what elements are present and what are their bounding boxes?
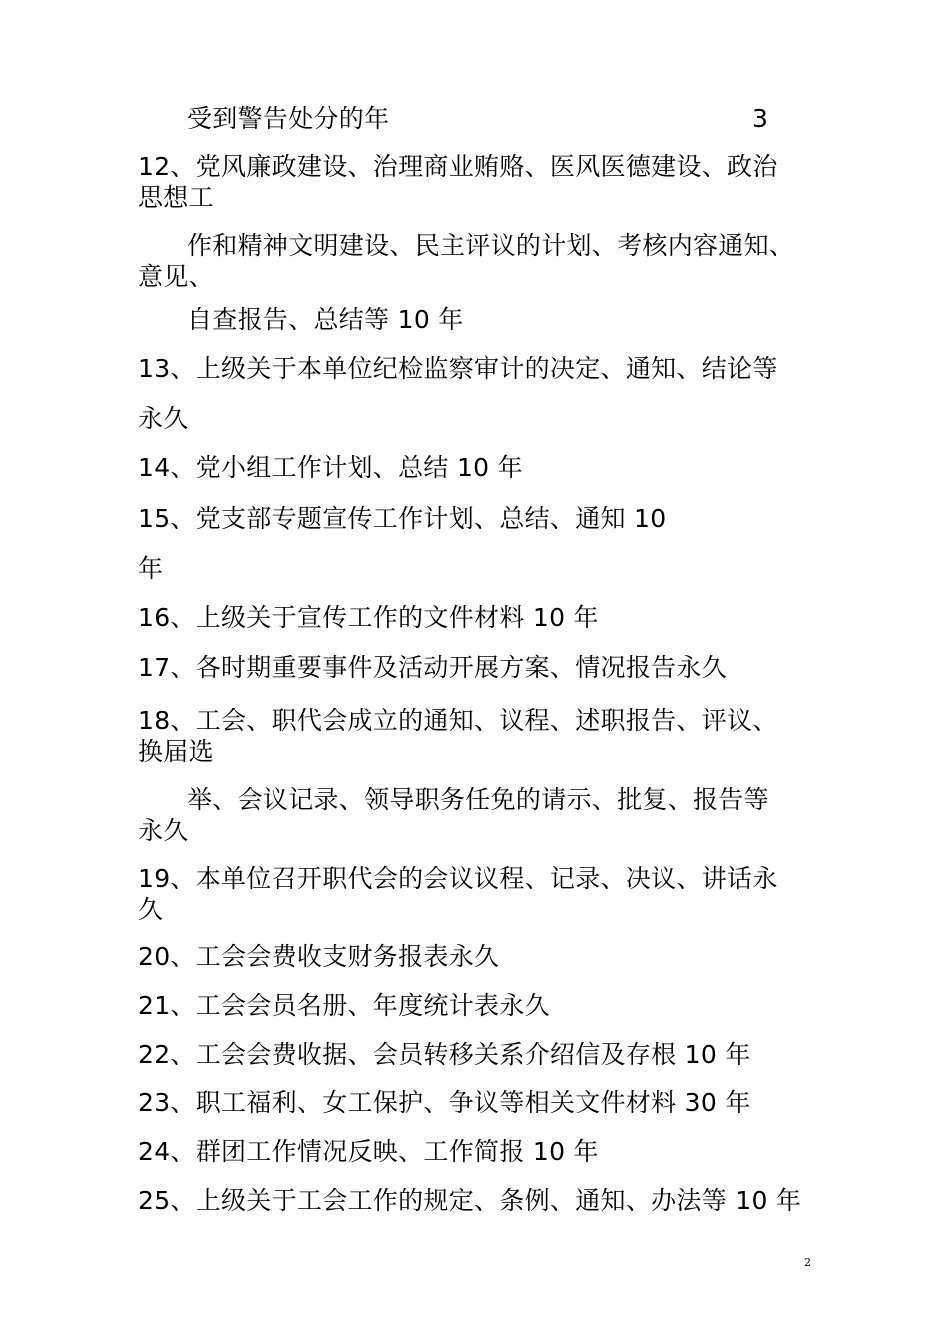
- text-line: 19、本单位召开职代会的会议议程、记录、决议、讲话永: [138, 864, 778, 893]
- text-line: 25、上级关于工会工作的规定、条例、通知、办法等 10 年: [138, 1186, 802, 1215]
- text-line: 换届选: [138, 737, 214, 766]
- text-line: 15、党支部专题宣传工作计划、总结、通知 10: [138, 504, 667, 533]
- text-line: 意见、: [138, 262, 214, 291]
- text-line: 永久: [138, 816, 189, 845]
- text-line: 思想工: [138, 183, 214, 212]
- text-line: 作和精神文明建设、民主评议的计划、考核内容通知、: [187, 231, 795, 260]
- text-line: 17、各时期重要事件及活动开展方案、情况报告永久: [138, 653, 728, 682]
- retention-value: 3: [752, 104, 768, 133]
- text-line: 24、群团工作情况反映、工作简报 10 年: [138, 1137, 599, 1166]
- text-line: 18、工会、职代会成立的通知、议程、述职报告、评议、: [138, 706, 778, 735]
- text-line: 自查报告、总结等 10 年: [187, 305, 464, 334]
- text-line: 举、会议记录、领导职务任免的请示、批复、报告等: [187, 785, 769, 814]
- text-line: 16、上级关于宣传工作的文件材料 10 年: [138, 603, 599, 632]
- text-line: 23、职工福利、女工保护、争议等相关文件材料 30 年: [138, 1088, 751, 1117]
- text-line: 永久: [138, 404, 189, 433]
- text-line: 年: [138, 554, 164, 583]
- text-line: 久: [138, 895, 164, 924]
- text-line: 14、党小组工作计划、总结 10 年: [138, 453, 523, 482]
- text-line: 受到警告处分的年: [187, 104, 390, 133]
- text-line: 22、工会会费收据、会员转移关系介绍信及存根 10 年: [138, 1040, 751, 1069]
- text-line: 20、工会会费收支财务报表永久: [138, 942, 500, 971]
- text-line: 12、党风廉政建设、治理商业贿赂、医风医德建设、政治: [138, 152, 778, 181]
- text-line: 21、工会会员名册、年度统计表永久: [138, 991, 550, 1020]
- page-number: 2: [804, 1256, 811, 1269]
- text-line: 13、上级关于本单位纪检监察审计的决定、通知、结论等: [138, 354, 778, 383]
